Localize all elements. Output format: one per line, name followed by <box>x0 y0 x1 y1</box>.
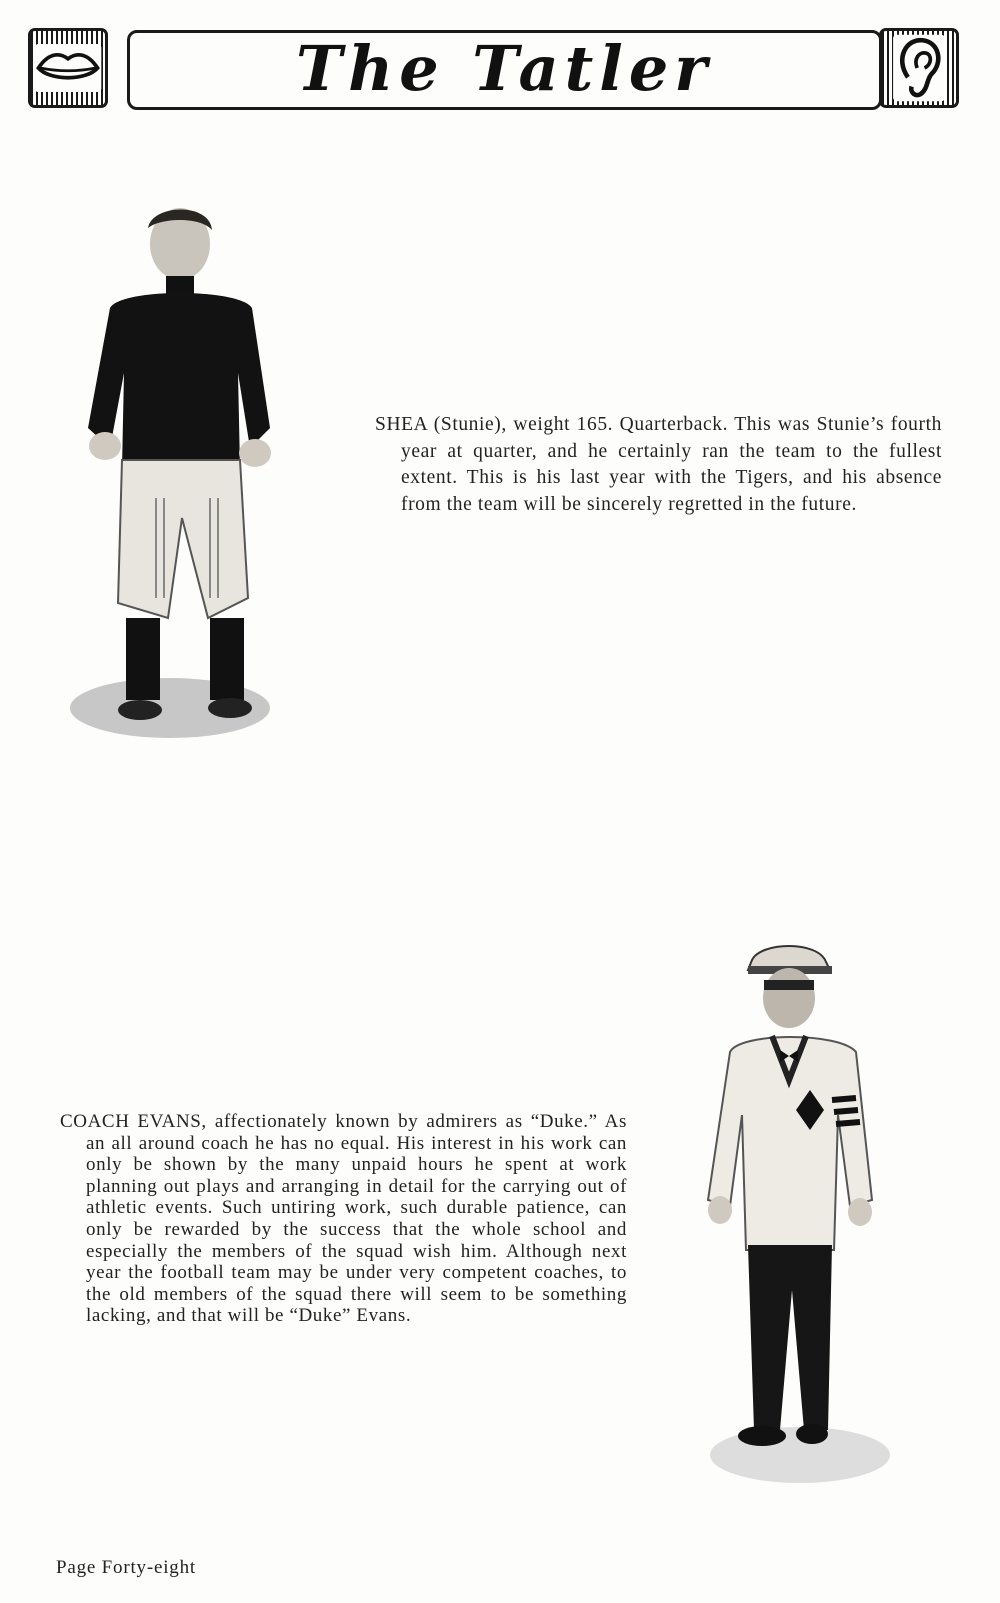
lips-icon-box <box>28 28 108 108</box>
ear-icon <box>882 31 956 105</box>
shea-bio-text: SHEA (Stunie), weight 165. Quarterback. This was Stunie’s fourth year at quarter, and he certainly ran the team to the fullest extent. This is his last year with the Tigers, and his absence from the team will be sincerely regretted in the future. <box>375 414 942 515</box>
publication-title: The Tatler <box>296 31 713 105</box>
evans-bio-text: COACH EVANS, affectionately known by admirers as “Duke.” As an all around coach he has no equal. His interest in his work can only be shown by the many unpaid hours he spent at work planning out plays and arranging in detail for the carrying out of athletic events. Such untiring work, such durable patience, can only be rewarded by the success that the whole school and especially the members of the squad wish him. Although next year the football team may be under very competent coaches, to the old members of the squad there will seem to be something lacking, and that will be “Duke” Evans. <box>60 1111 627 1327</box>
masthead-banner <box>127 30 882 110</box>
lips-icon <box>31 31 105 105</box>
evans-photo <box>700 940 900 1500</box>
shea-bio <box>375 412 942 518</box>
ear-icon-box <box>879 28 959 108</box>
evans-bio <box>60 1111 627 1327</box>
page-number: Page Forty-eight <box>56 1557 196 1578</box>
shea-photo <box>60 198 300 758</box>
